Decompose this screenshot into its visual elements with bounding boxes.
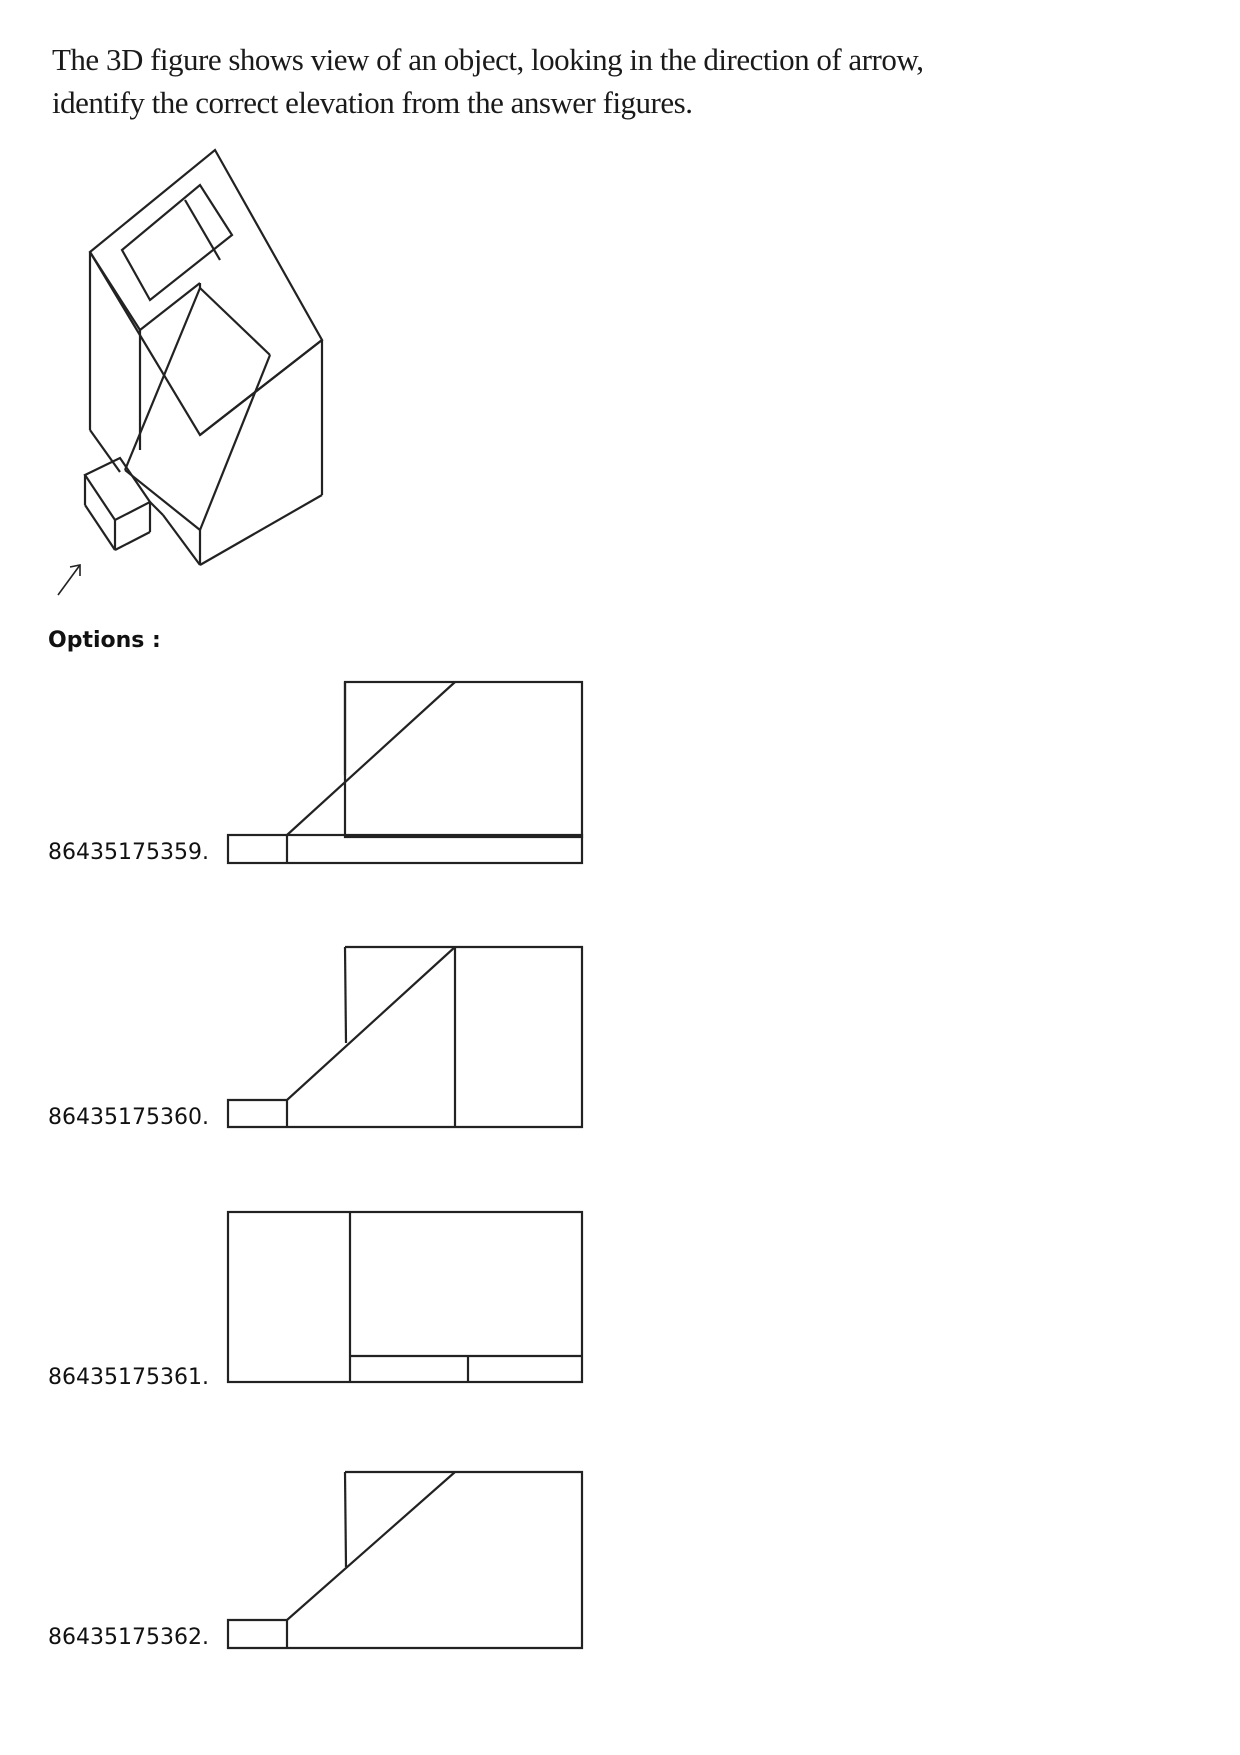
option-id-1[interactable]: 86435175359.	[48, 840, 209, 865]
option-id-2[interactable]: 86435175360.	[48, 1105, 209, 1130]
base-right	[200, 495, 322, 565]
slope-ridge	[200, 288, 270, 355]
option-figure-2[interactable]	[220, 945, 590, 1130]
option-figure-3[interactable]	[220, 1210, 590, 1395]
slope-left-edge	[125, 288, 200, 470]
base-left	[163, 515, 200, 565]
isometric-3d-figure	[50, 140, 340, 610]
step-bottom-right	[115, 532, 150, 550]
question-text: The 3D figure shows view of an object, looking in the direction of arrow, identify the correct elevation from the answer figures.	[52, 42, 924, 120]
right-top-ridge	[200, 340, 322, 435]
top-slot	[122, 185, 232, 300]
option-figure-1[interactable]	[220, 680, 590, 865]
option-figure-4[interactable]	[220, 1470, 590, 1655]
option-id-3[interactable]: 86435175361.	[48, 1365, 209, 1390]
slope-top-edge	[140, 283, 200, 330]
view-direction-arrow	[58, 565, 80, 595]
slope-right-edge	[200, 355, 270, 530]
step-join	[150, 502, 163, 515]
slope-bottom	[125, 470, 200, 530]
option-id-4[interactable]: 86435175362.	[48, 1625, 209, 1650]
front-top-edge	[90, 252, 140, 330]
options-label: Options :	[48, 628, 161, 653]
